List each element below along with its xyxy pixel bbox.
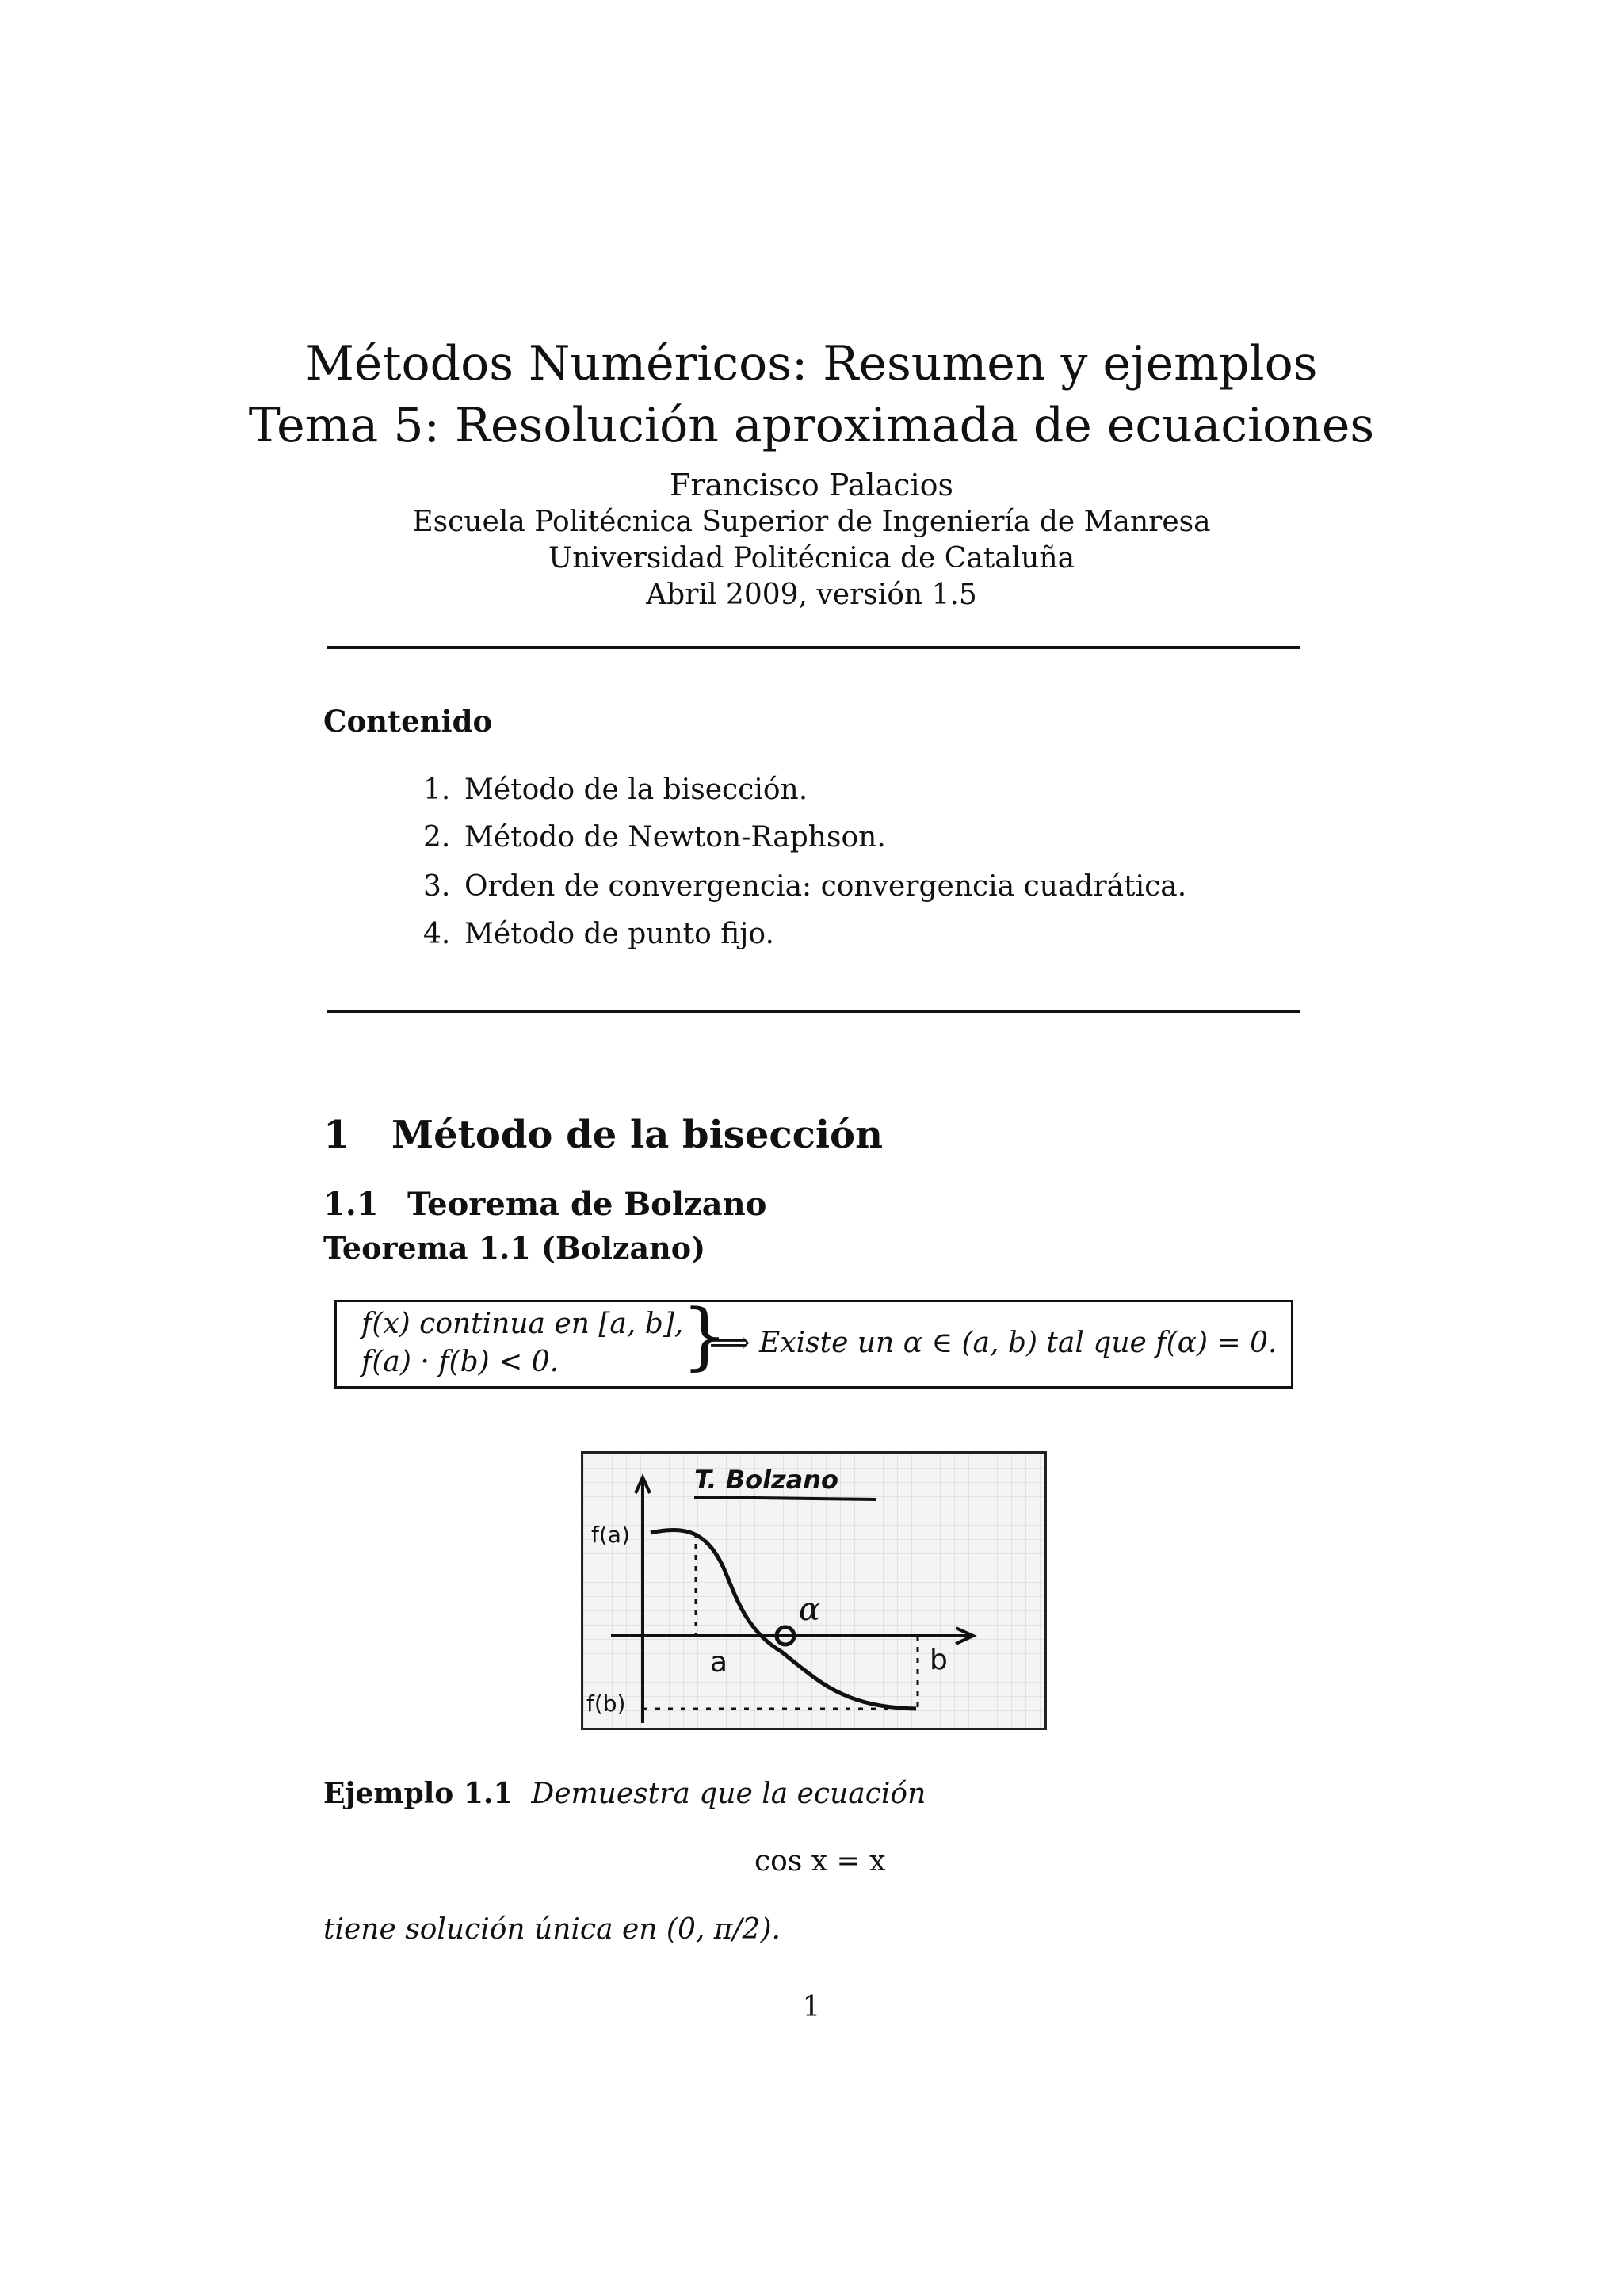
- theorem-conclusion: ⟹ Existe un α ∈ (a, b) tal que f(α) = 0.: [709, 1327, 1277, 1359]
- date-version: Abril 2009, versión 1.5: [646, 579, 977, 611]
- divider-top: [327, 646, 1300, 649]
- title-line-2: Tema 5: Resolución aproximada de ecuaciones: [248, 398, 1375, 453]
- contents-item: 2. Método de Newton-Raphson.: [423, 821, 886, 854]
- theorem-label: Teorema 1.1 (Bolzano): [323, 1230, 706, 1266]
- example-equation: cos x = x: [754, 1845, 886, 1878]
- bolzano-figure: [581, 1451, 1047, 1730]
- contents-item: 1. Método de la bisección.: [423, 774, 808, 806]
- author: Francisco Palacios: [670, 468, 953, 502]
- contents-item: 3. Orden de convergencia: convergencia cuadrática.: [423, 870, 1187, 903]
- figure-title: T. Bolzano: [694, 1465, 839, 1495]
- theorem-hypothesis-1: f(x) continua en [a, b],: [361, 1308, 684, 1340]
- label-fb: f(b): [586, 1690, 626, 1717]
- contents-heading: Contenido: [323, 704, 493, 739]
- bolzano-sketch: [583, 1454, 1044, 1728]
- page-number: 1: [802, 1991, 821, 2023]
- label-a: a: [710, 1646, 728, 1679]
- affiliation-school: Escuela Politécnica Superior de Ingeniería de Manresa: [412, 506, 1211, 538]
- example-label: Ejemplo 1.1: [323, 1777, 514, 1810]
- subsection-heading: 1.1 Teorema de Bolzano: [323, 1186, 767, 1223]
- label-alpha: α: [799, 1591, 821, 1628]
- example-line: [323, 1777, 926, 1810]
- example-text: Demuestra que la ecuación: [531, 1778, 926, 1810]
- label-b: b: [930, 1644, 948, 1676]
- section-heading: 1 Método de la bisección: [323, 1113, 883, 1157]
- example-tail: tiene solución única en (0, π/2).: [323, 1913, 781, 1946]
- label-fa: f(a): [591, 1522, 630, 1548]
- divider-bottom: [327, 1010, 1300, 1013]
- title-line-1: Métodos Numéricos: Resumen y ejemplos: [305, 336, 1318, 392]
- affiliation-university: Universidad Politécnica de Cataluña: [548, 542, 1075, 575]
- contents-item: 4. Método de punto fijo.: [423, 918, 774, 950]
- theorem-hypothesis-2: f(a) · f(b) < 0.: [361, 1346, 559, 1378]
- theorem-brace: }: [682, 1293, 728, 1378]
